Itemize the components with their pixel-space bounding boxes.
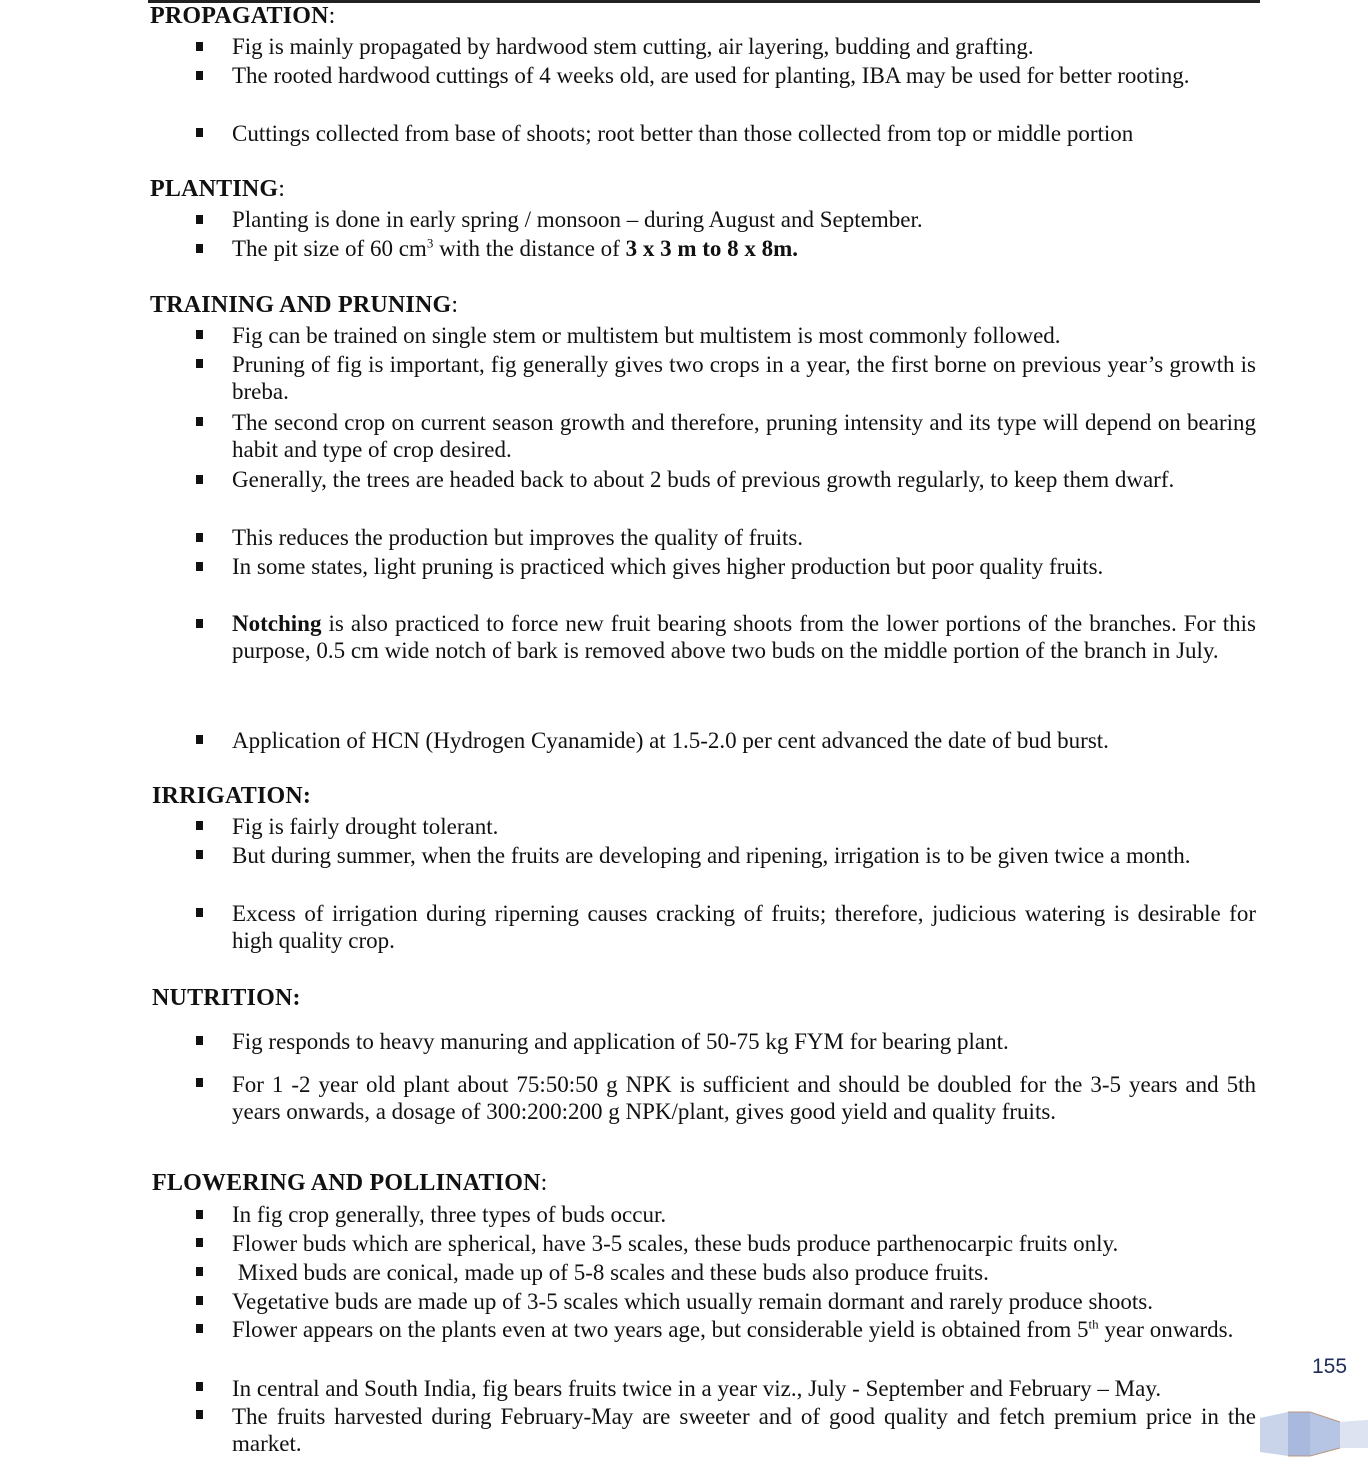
list-item: But during summer, when the fruits are developing and ripening, irrigation is to be given twice a month. bbox=[232, 843, 1191, 868]
bullet-icon bbox=[196, 417, 203, 426]
bullet-icon bbox=[196, 244, 203, 253]
bullet-icon bbox=[196, 71, 203, 80]
list-item: Planting is done in early spring / monsoon – during August and September. bbox=[232, 207, 923, 232]
bullet-icon bbox=[196, 330, 203, 339]
bullet-icon bbox=[196, 475, 203, 484]
bullet-icon bbox=[196, 1296, 203, 1305]
list-item: This reduces the production but improves the quality of fruits. bbox=[232, 525, 804, 550]
heading-planting: PLANTING: bbox=[150, 176, 286, 202]
list-item: Excess of irrigation during riperning causes cracking of fruits; therefore, judicious watering is desirable for high quality crop. bbox=[232, 901, 1256, 953]
list-item: In central and South India, fig bears fruits twice in a year viz., July - September and February – May. bbox=[232, 1376, 1162, 1401]
bullet-icon bbox=[196, 1238, 203, 1247]
bullet-icon bbox=[196, 735, 203, 744]
bullet-icon bbox=[196, 215, 203, 224]
list-item: Fig can be trained on single stem or multistem but multistem is most commonly followed. bbox=[232, 323, 1061, 348]
list-item: In some states, light pruning is practiced which gives higher production but poor quality fruits. bbox=[232, 554, 1104, 579]
list-item: The fruits harvested during February-May are sweeter and of good quality and fetch premium price in the market. bbox=[232, 1404, 1256, 1456]
heading-propagation: PROPAGATION: bbox=[150, 3, 336, 29]
list-item: In fig crop generally, three types of buds occur. bbox=[232, 1202, 667, 1227]
bullet-icon bbox=[196, 1324, 203, 1333]
list-item: The rooted hardwood cuttings of 4 weeks old, are used for planting, IBA may be used for better rooting. bbox=[232, 63, 1190, 88]
bullet-icon bbox=[196, 1036, 203, 1045]
heading-irrigation: IRRIGATION: bbox=[152, 783, 312, 809]
list-item: Application of HCN (Hydrogen Cyanamide) at 1.5-2.0 per cent advanced the date of bud burst. bbox=[232, 728, 1109, 753]
heading-nutrition: NUTRITION: bbox=[152, 985, 301, 1011]
list-item: Fig responds to heavy manuring and application of 50-75 kg FYM for bearing plant. bbox=[232, 1029, 1009, 1054]
list-item: Vegetative buds are made up of 3-5 scales which usually remain dormant and rarely produce shoots. bbox=[232, 1289, 1153, 1314]
list-item: Generally, the trees are headed back to about 2 buds of previous growth regularly, to keep them dwarf. bbox=[232, 467, 1175, 492]
list-item: Fig is fairly drought tolerant. bbox=[232, 814, 499, 839]
list-item: Notching is also practiced to force new fruit bearing shoots from the lower portions of the branches. For this purpose, 0.5 cm wide notch of bark is removed above two buds on the middle portion of the branch in July. bbox=[232, 611, 1256, 663]
bullet-icon bbox=[196, 533, 203, 542]
bullet-icon bbox=[196, 821, 203, 830]
bullet-icon bbox=[196, 562, 203, 571]
heading-training-pruning: TRAINING AND PRUNING: bbox=[150, 292, 459, 318]
bullet-icon bbox=[196, 1410, 203, 1419]
bullet-icon bbox=[196, 1210, 203, 1219]
list-item: The second crop on current season growth and therefore, pruning intensity and its type will depend on bearing habit and type of crop desired. bbox=[232, 410, 1256, 462]
bullet-icon bbox=[196, 619, 203, 628]
list-item: Fig is mainly propagated by hardwood stem cutting, air layering, budding and grafting. bbox=[232, 34, 1034, 59]
bullet-icon bbox=[196, 128, 203, 137]
list-item: Pruning of fig is important, fig generally gives two crops in a year, the first borne on previous year’s growth is breba. bbox=[232, 352, 1256, 404]
heading-flowering-pollination: FLOWERING AND POLLINATION: bbox=[152, 1170, 548, 1196]
bullet-icon bbox=[196, 1382, 203, 1391]
bullet-icon bbox=[196, 359, 203, 368]
list-item: Flower appears on the plants even at two years age, but considerable yield is obtained from 5th year onwards. bbox=[232, 1316, 1234, 1342]
bullet-icon bbox=[196, 1078, 203, 1087]
bullet-icon bbox=[196, 908, 203, 917]
page-number: 155 bbox=[1312, 1355, 1348, 1378]
bullet-icon bbox=[196, 1267, 203, 1276]
list-item: For 1 -2 year old plant about 75:50:50 g NPK is sufficient and should be doubled for the 3-5 years and 5th years onwards, a dosage of 300:200:200 g NPK/plant, gives good yield and quality fruits. bbox=[232, 1072, 1256, 1124]
list-item: Mixed buds are conical, made up of 5-8 scales and these buds also produce fruits. bbox=[232, 1260, 989, 1285]
list-item: Flower buds which are spherical, have 3-5 scales, these buds produce parthenocarpic fruits only. bbox=[232, 1231, 1119, 1256]
bullet-icon bbox=[196, 42, 203, 51]
bullet-icon bbox=[196, 850, 203, 859]
list-item: Cuttings collected from base of shoots; root better than those collected from top or middle portion bbox=[232, 121, 1134, 146]
list-item: The pit size of 60 $cm^3$ with the distance of 3 x 3 m to 8 x 8m. bbox=[232, 235, 799, 261]
page-corner-decoration-icon bbox=[1260, 1408, 1368, 1458]
